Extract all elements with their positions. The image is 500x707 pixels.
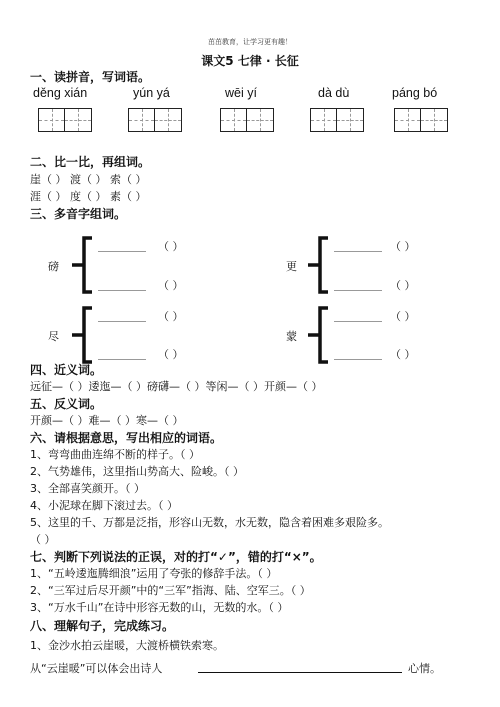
meaning-item-4: 4、小泥球在脚下滚过去。（ ） (30, 499, 178, 512)
meaning-item-1: 1、弯弯曲曲连绵不断的样子。（ ） (30, 448, 200, 461)
answer-line[interactable] (98, 290, 146, 291)
answer-line[interactable] (98, 359, 146, 360)
pinyin-2: yún yá (133, 86, 170, 100)
paren-blank[interactable]: （ ） (390, 240, 416, 253)
answer-underline[interactable] (198, 660, 402, 673)
polyphone-char-1: 磅 (48, 260, 59, 273)
paren-blank[interactable]: （ ） (158, 240, 184, 253)
paren-blank[interactable]: （ ） (158, 348, 184, 361)
synonym-row: 远征—（ ）逶迤—（ ）磅礴—（ ）等闲—（ ）开颜—（ ） (30, 380, 323, 393)
compare-row-1: 崖（ ） 渡（ ） 索（ ） (30, 173, 147, 186)
pinyin-3: wēi yí (225, 86, 257, 100)
question-prefix: 从“云崖暖”可以体会出诗人 (30, 662, 163, 675)
meaning-item-3: 3、全部喜笑颜开。（ ） (30, 482, 145, 495)
judge-item-3: 3、“万水千山”在诗中形容无数的山，无数的水。（ ） (30, 601, 289, 614)
page-title: 课文5 七律 · 长征 (201, 54, 299, 68)
section-6-heading: 六、请根据意思，写出相应的词语。 (30, 431, 223, 445)
section-7-heading: 七、判断下列说法的正误，对的打“✓”，错的打“×”。 (30, 550, 322, 564)
section-3-heading: 三、多音字组词。 (30, 207, 127, 221)
meaning-item-2: 2、气势雄伟，这里指山势高大、险峻。（ ） (30, 465, 244, 478)
page-header: 茁茁教育，让学习更有趣！ (208, 38, 292, 46)
writing-grid-2[interactable] (128, 108, 182, 132)
brace-icon (70, 306, 116, 364)
section-5-heading: 五、反义词。 (30, 397, 103, 411)
judge-item-1: 1、“五岭逶迤腾细浪”运用了夸张的修辞手法。（ ） (30, 567, 278, 580)
paren-blank[interactable]: （ ） (158, 279, 184, 292)
writing-grid-5[interactable] (394, 108, 448, 132)
answer-line[interactable] (98, 321, 146, 322)
pinyin-5: páng bó (392, 86, 438, 100)
question-suffix: 心情。 (408, 662, 441, 675)
sentence-item-1: 1、金沙水拍云崖暖，大渡桥横铁索寒。 (30, 639, 224, 652)
polyphone-char-2: 更 (286, 260, 297, 273)
paren-blank[interactable]: （ ） (390, 279, 416, 292)
answer-line[interactable] (334, 359, 382, 360)
paren-blank[interactable]: （ ） (158, 310, 184, 323)
pinyin-4: dà dù (318, 86, 350, 100)
paren-blank[interactable]: （ ） (390, 348, 416, 361)
section-8-heading: 八、理解句子，完成练习。 (30, 619, 175, 633)
antonym-row: 开颜—（ ）难—（ ）寒—（ ） (30, 414, 184, 427)
compare-row-2: 涯（ ） 度（ ） 素（ ） (30, 190, 147, 203)
section-2-heading: 二、比一比，再组词。 (30, 155, 151, 169)
section-1-heading: 一、读拼音，写词语。 (30, 70, 151, 84)
answer-line[interactable] (334, 321, 382, 322)
brace-icon (306, 236, 352, 294)
writing-grid-4[interactable] (310, 108, 364, 132)
polyphone-char-3: 尽 (48, 330, 59, 343)
writing-grid-3[interactable] (220, 108, 274, 132)
pinyin-1: děng xián (33, 86, 88, 100)
answer-line[interactable] (98, 251, 146, 252)
judge-item-2: 2、“三军过后尽开颜”中的“三军”指海、陆、空军三。（ ） (30, 584, 311, 597)
meaning-item-5-blank[interactable]: （ ） (30, 533, 56, 546)
meaning-item-5: 5、这里的千、万都是泛指，形容山无数，水无数，隐含着困难多艰险多。 (30, 516, 389, 529)
polyphone-char-4: 蒙 (286, 330, 297, 343)
section-4-heading: 四、近义词。 (30, 363, 103, 377)
answer-line[interactable] (334, 251, 382, 252)
answer-line[interactable] (334, 290, 382, 291)
paren-blank[interactable]: （ ） (390, 310, 416, 323)
brace-icon (70, 236, 116, 294)
brace-icon (306, 306, 352, 364)
writing-grid-1[interactable] (38, 108, 92, 132)
